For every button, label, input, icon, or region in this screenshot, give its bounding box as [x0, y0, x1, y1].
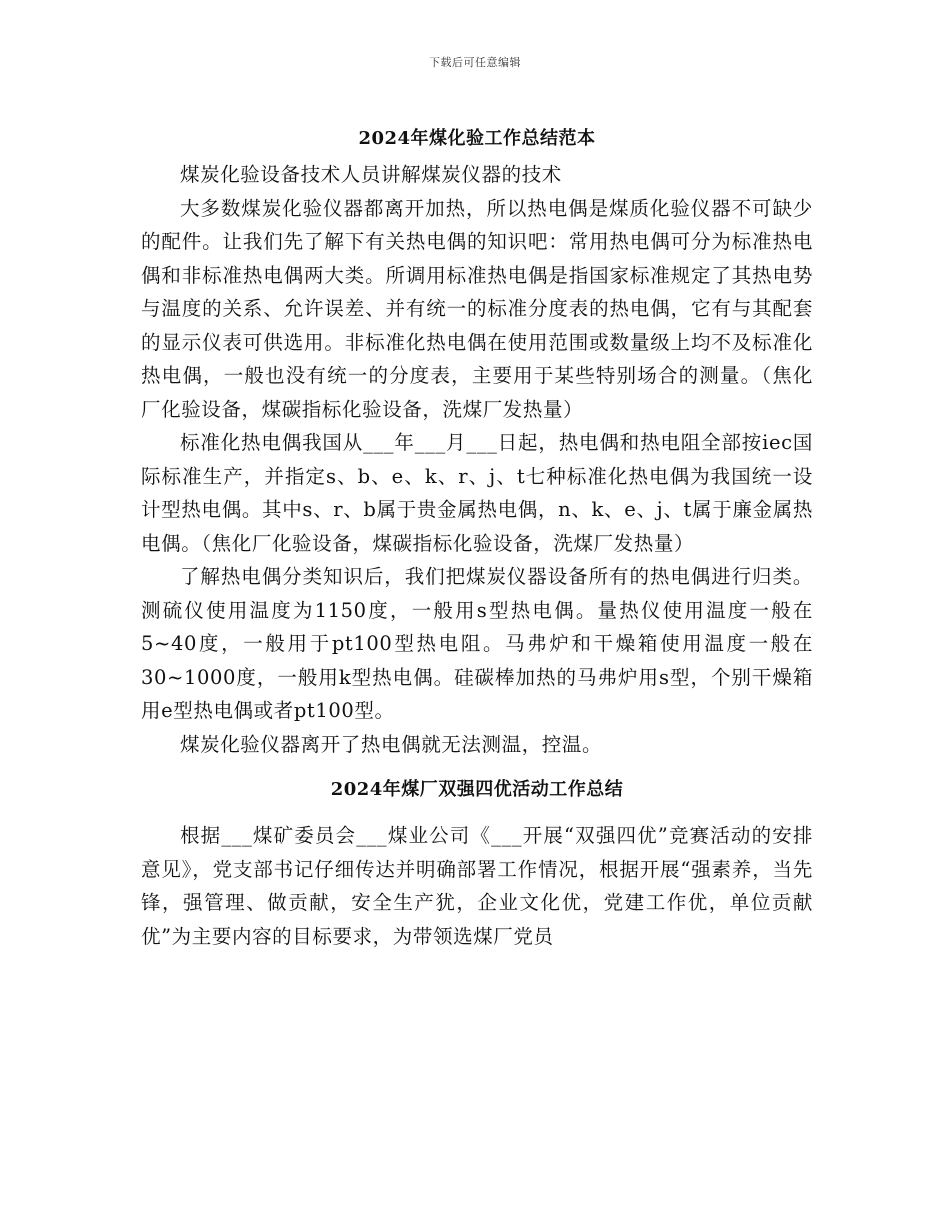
document-body — [141, 120, 813, 953]
section-title-1: 2024年煤化验工作总结范本 — [358, 128, 596, 149]
paragraph-1-4: 了解热电偶分类知识后，我们把煤炭仪器设备所有的热电偶进行归类。测硫仪使用温度为1150度，一般用s型热电偶。量热仪使用温度一般在5~40度，一般用于pt100型热电阻。马弗炉和干燥箱使用温度一般在30~1000度，一般用k型热电偶。硅碳棒加热的马弗炉用s型，个别干燥箱用e型热电偶或者pt100型。 — [141, 565, 813, 722]
section-title-2: 2024年煤厂双强四优活动工作总结 — [330, 779, 624, 800]
paragraph-2-1: 根据___煤矿委员会___煤业公司《___开展“双强四优”竞赛活动的安排意见》，党支部书记仔细传达并明确部署工作情况，根据开展“强素养，当先锋，强管理、做贡献，安全生产犹，企业文化优，党建工作优，单位贡献优”为主要内容的目标要求，为带领选煤厂党员 — [141, 824, 813, 948]
page-header: 下载后可任意编辑 — [429, 56, 521, 69]
paragraph-1-1: 煤炭化验设备技术人员讲解煤炭仪器的技术 — [180, 163, 562, 186]
paragraph-1-5: 煤炭化验仪器离开了热电偶就无法测温，控温。 — [180, 732, 603, 756]
paragraph-1-3: 标准化热电偶我国从___年___月___日起，热电偶和热电阻全部按iec国际标准生产，并指定s、b、e、k、r、j、t七种标准化热电偶为我国统一设计型热电偶。其中s、r、b属于贵金属热电偶，n、k、e、j、t属于廉金属热电偶。（焦化厂化验设备，煤碳指标化验设备，洗煤厂发热量） — [141, 431, 813, 555]
paragraph-1-2: 大多数煤炭化验仪器都离开加热，所以热电偶是煤质化验仪器不可缺少的配件。让我们先了解下有关热电偶的知识吧：常用热电偶可分为标准热电偶和非标准热电偶两大类。所调用标准热电偶是指国家标准规定了其热电势与温度的关系、允许误差、并有统一的标准分度表的热电偶，它有与其配套的显示仪表可供选用。非标准化热电偶在使用范围或数量级上均不及标准化热电偶，一般也没有统一的分度表，主要用于某些特别场合的测量。（焦化厂化验设备，煤碳指标化验设备，洗煤厂发热量） — [141, 196, 813, 421]
